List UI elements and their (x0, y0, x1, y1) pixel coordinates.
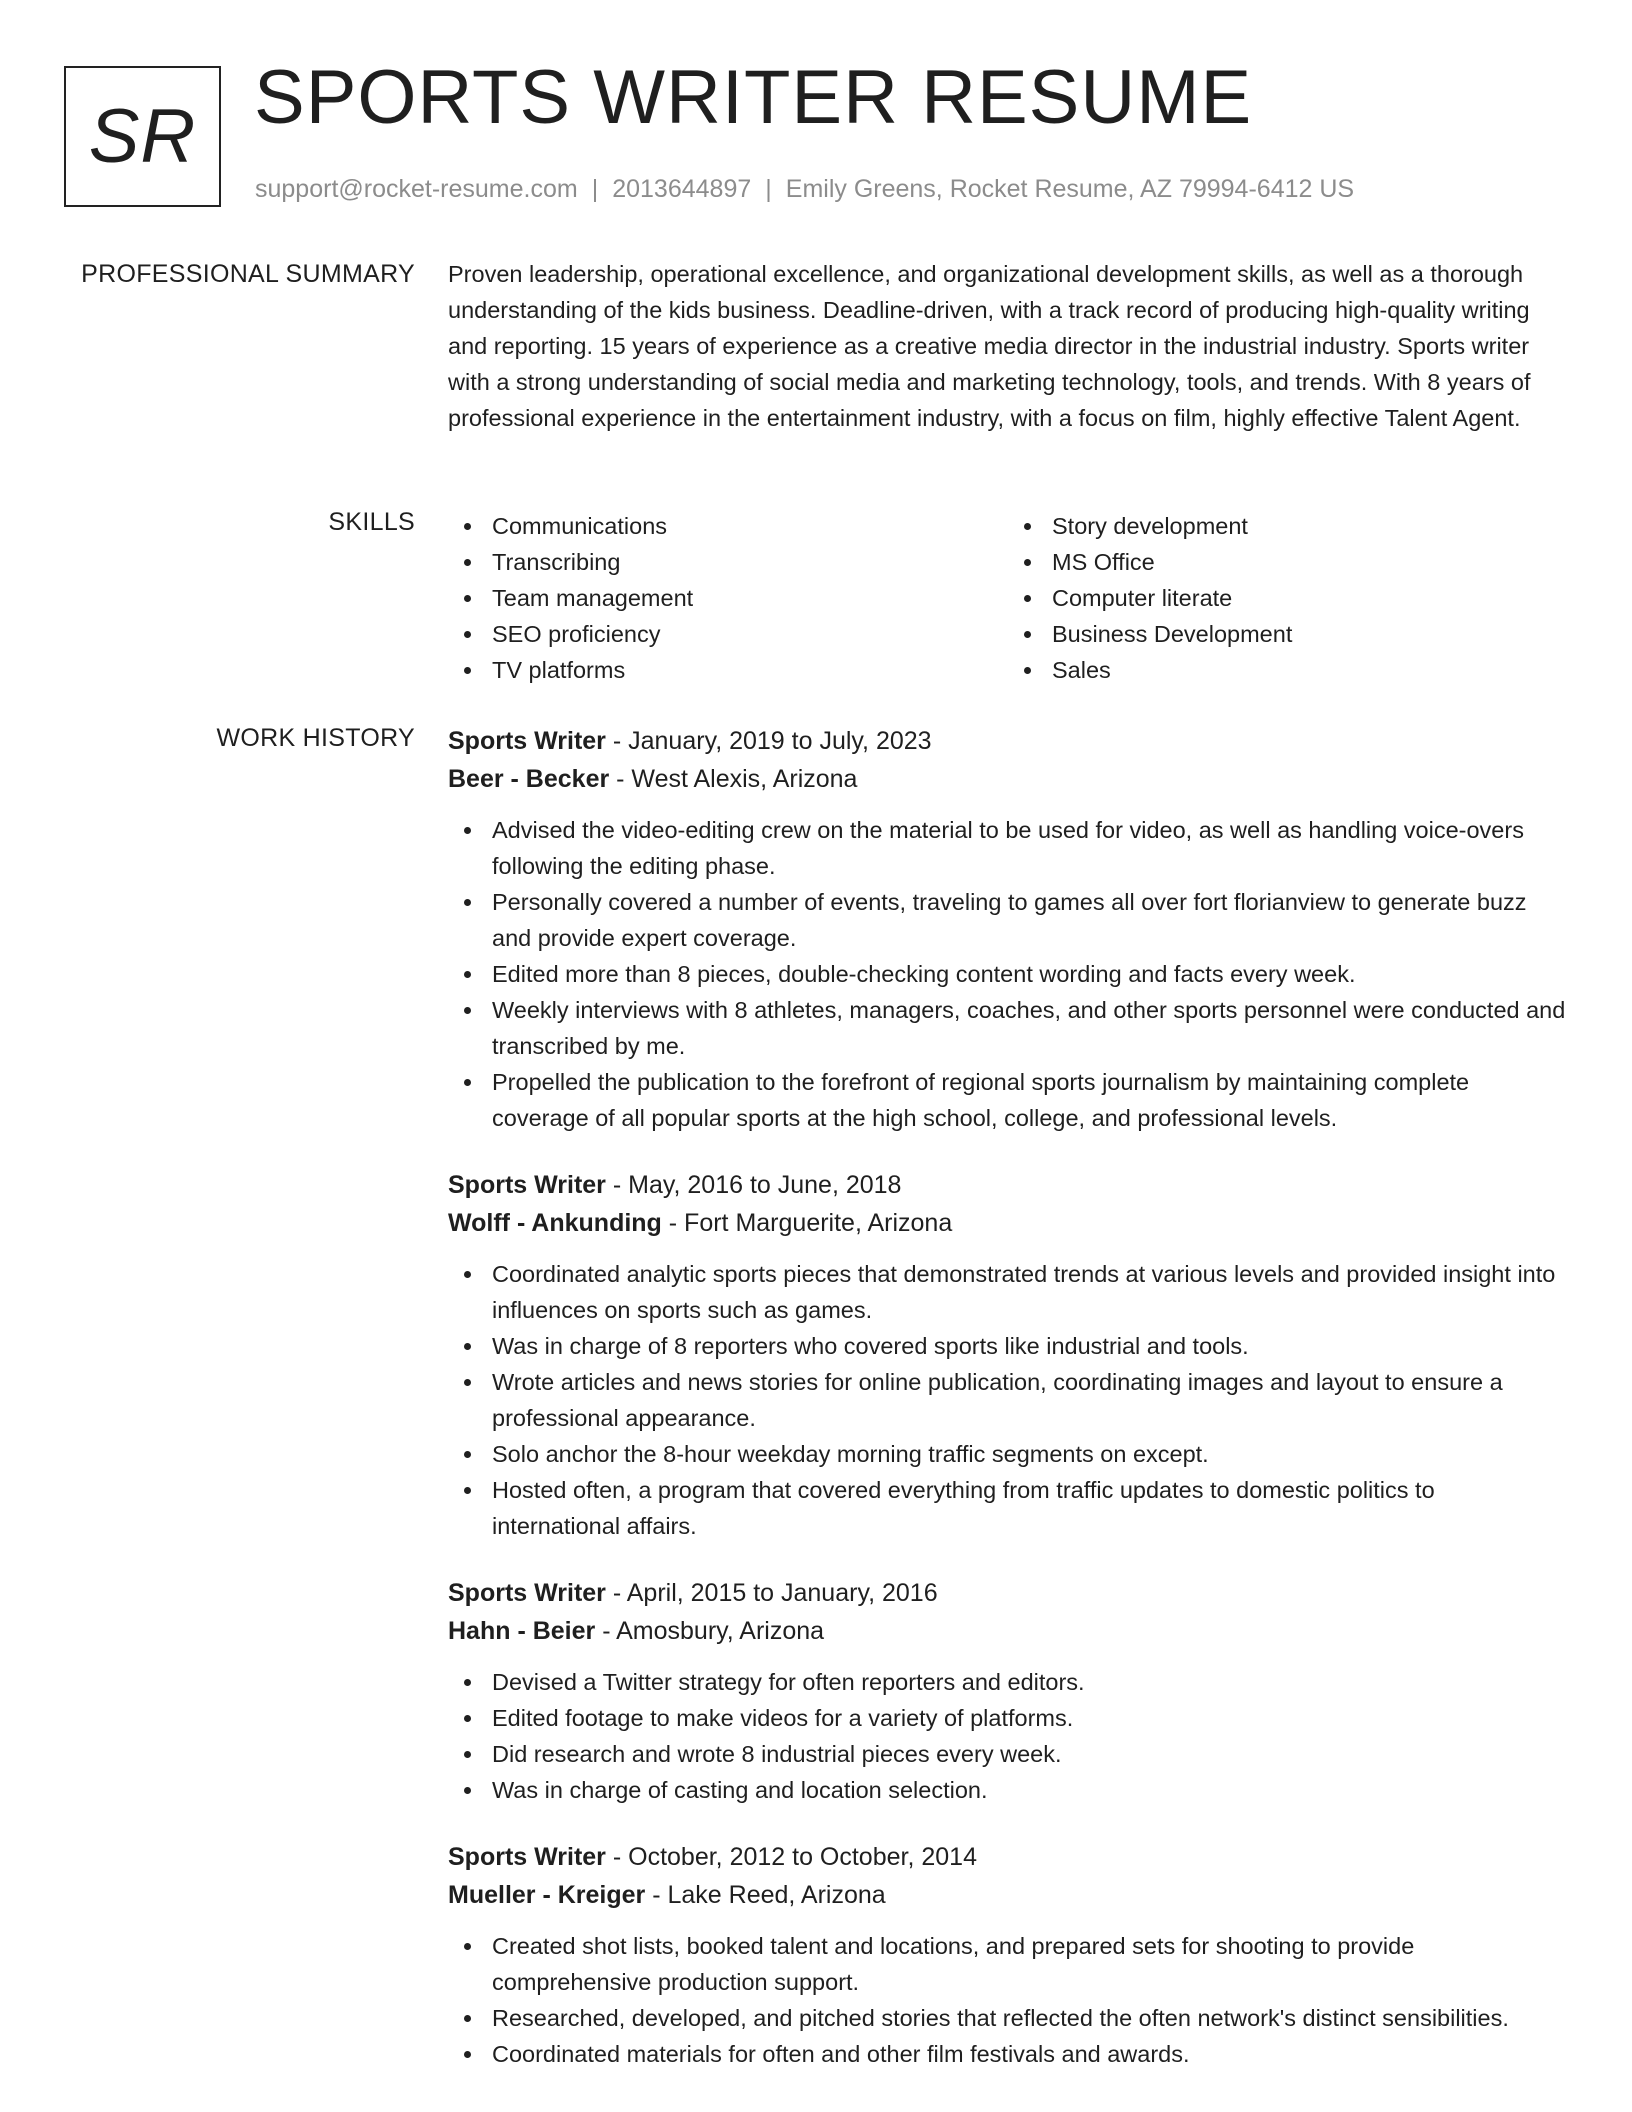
skill-item: MS Office (1052, 544, 1568, 580)
skill-item: Computer literate (1052, 580, 1568, 616)
page-title: SPORTS WRITER RESUME (254, 55, 1253, 140)
job-entry (448, 722, 1568, 1136)
job-location: - Lake Reed, Arizona (645, 1881, 886, 1909)
contact-phone[interactable]: 2013644897 (612, 175, 752, 203)
job-bullet: Created shot lists, booked talent and locations, and prepared sets for shooting to provide comprehensive production support. (492, 1928, 1568, 2000)
skill-item: Team management (492, 580, 1008, 616)
job-dates: - April, 2015 to January, 2016 (605, 1579, 938, 1607)
job-dates: - October, 2012 to October, 2014 (605, 1843, 977, 1871)
job-bullet: Edited footage to make videos for a variety of platforms. (492, 1700, 1568, 1736)
job-entry (448, 1838, 1568, 2072)
job-title: Sports Writer (448, 1171, 606, 1199)
skill-item: Story development (1052, 508, 1568, 544)
skills-body (448, 508, 1568, 688)
job-bullet-list (448, 812, 1568, 1136)
job-location: - Amosbury, Arizona (595, 1617, 825, 1645)
job-bullet: Advised the video-editing crew on the material to be used for video, as well as handling voice-overs following the editing phase. (492, 812, 1568, 884)
job-bullet: Was in charge of 8 reporters who covered sports like industrial and tools. (492, 1328, 1568, 1364)
contact-address: Emily Greens, Rocket Resume, AZ 79994-6412 US (785, 175, 1355, 203)
job-company: Wolff - Ankunding (448, 1209, 662, 1237)
job-bullet: Coordinated materials for often and other film festivals and awards. (492, 2036, 1568, 2072)
contact-line (255, 175, 1354, 204)
job-company-line (448, 1876, 1568, 1914)
job-bullet-list (448, 1664, 1568, 1808)
job-title: Sports Writer (448, 1579, 606, 1607)
job-company-line (448, 760, 1568, 798)
job-company: Hahn - Beier (448, 1617, 596, 1645)
job-company: Beer - Becker (448, 765, 610, 793)
job-dates: - January, 2019 to July, 2023 (605, 727, 932, 755)
skill-item: Business Development (1052, 616, 1568, 652)
work-history-body (448, 722, 1568, 2102)
job-company-line (448, 1204, 1568, 1242)
job-title: Sports Writer (448, 727, 606, 755)
skill-item: Sales (1052, 652, 1568, 688)
job-bullet: Hosted often, a program that covered everything from traffic updates to domestic politics to international affairs. (492, 1472, 1568, 1544)
skill-item: SEO proficiency (492, 616, 1008, 652)
skill-item: TV platforms (492, 652, 1008, 688)
job-title-line (448, 1838, 1568, 1876)
job-company-line (448, 1612, 1568, 1650)
job-bullet: Researched, developed, and pitched stories that reflected the often network's distinct sensibilities. (492, 2000, 1568, 2036)
job-title-line (448, 1574, 1568, 1612)
job-bullet: Devised a Twitter strategy for often reporters and editors. (492, 1664, 1568, 1700)
contact-separator: | (591, 175, 599, 203)
skills-list-right (1008, 508, 1568, 688)
job-bullet: Solo anchor the 8-hour weekday morning traffic segments on except. (492, 1436, 1568, 1472)
job-bullet: Edited more than 8 pieces, double-checking content wording and facts every week. (492, 956, 1568, 992)
job-bullet-list (448, 1928, 1568, 2072)
summary-text: Proven leadership, operational excellence, and organizational development skills, as well as a thorough understanding of the kids business. Deadline-driven, with a track record of producing high-quality writing and reporting. 15 years of experience as a creative media director in the industrial industry. Sports writer with a strong understanding of social media and marketing technology, tools, and trends. With 8 years of professional experience in the entertainment industry, with a focus on film, highly effective Talent Agent. (448, 261, 1531, 431)
summary-heading: PROFESSIONAL SUMMARY (81, 260, 415, 288)
contact-email[interactable]: support@rocket-resume.com (255, 175, 578, 203)
job-bullet: Wrote articles and news stories for online publication, coordinating images and layout to ensure a professional appearance. (492, 1364, 1568, 1436)
skills-list-left (448, 508, 1008, 688)
job-bullet: Did research and wrote 8 industrial pieces every week. (492, 1736, 1568, 1772)
job-location: - Fort Marguerite, Arizona (661, 1209, 953, 1237)
job-bullet-list (448, 1256, 1568, 1544)
job-title-line (448, 1166, 1568, 1204)
summary-body (448, 256, 1568, 436)
job-location: - West Alexis, Arizona (609, 765, 858, 793)
job-dates: - May, 2016 to June, 2018 (605, 1171, 902, 1199)
job-entry (448, 1166, 1568, 1544)
skills-heading: SKILLS (328, 508, 415, 536)
job-title: Sports Writer (448, 1843, 606, 1871)
job-bullet: Weekly interviews with 8 athletes, managers, coaches, and other sports personnel were conducted and transcribed by me. (492, 992, 1568, 1064)
job-bullet: Personally covered a number of events, traveling to games all over fort florianview to generate buzz and provide expert coverage. (492, 884, 1568, 956)
monogram-logo: SR (64, 66, 221, 207)
contact-separator: | (765, 175, 772, 203)
skill-item: Communications (492, 508, 1008, 544)
skill-item: Transcribing (492, 544, 1008, 580)
job-title-line (448, 722, 1568, 760)
job-entry (448, 1574, 1568, 1808)
work-history-heading: WORK HISTORY (216, 724, 415, 752)
job-bullet: Propelled the publication to the forefront of regional sports journalism by maintaining complete coverage of all popular sports at the high school, college, and professional levels. (492, 1064, 1568, 1136)
job-bullet: Was in charge of casting and location selection. (492, 1772, 1568, 1808)
job-bullet: Coordinated analytic sports pieces that demonstrated trends at various levels and provided insight into influences on sports such as games. (492, 1256, 1568, 1328)
job-company: Mueller - Kreiger (448, 1881, 646, 1909)
